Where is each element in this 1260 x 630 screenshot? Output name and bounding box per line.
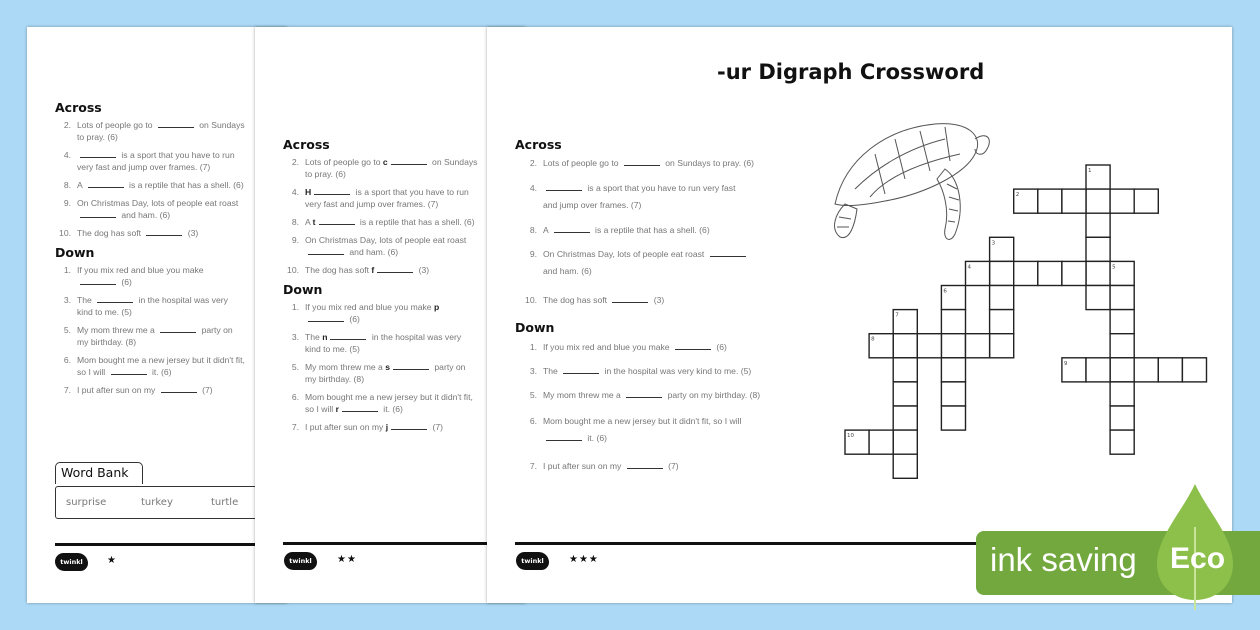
difficulty-stars: ★	[107, 555, 117, 566]
crossword-cell[interactable]	[941, 334, 965, 358]
answer-blank	[80, 210, 116, 218]
word-bank-label: Word Bank	[55, 462, 143, 484]
across-heading: Across	[283, 137, 330, 152]
crossword-cell[interactable]	[1158, 358, 1182, 382]
answer-blank	[626, 390, 662, 398]
answer-blank	[308, 314, 344, 322]
crossword-cell[interactable]	[941, 406, 965, 430]
answer-blank	[554, 225, 590, 233]
hint-letter: p	[433, 302, 440, 312]
clue-number: 7.	[291, 422, 299, 432]
clue-number: 10.	[287, 265, 299, 275]
crossword-cell[interactable]	[1110, 358, 1134, 382]
clue-number: 9.	[63, 198, 71, 208]
hint-letter: c	[382, 157, 388, 167]
crossword-cell[interactable]	[1110, 286, 1134, 310]
clue: 10. The dog has soft (3)	[55, 227, 245, 239]
clue-number: 1.	[529, 342, 537, 352]
crossword-cell[interactable]	[1110, 334, 1134, 358]
clue-number: 4.	[63, 150, 71, 160]
crossword-cell[interactable]	[1110, 310, 1134, 334]
crossword-cell[interactable]	[893, 382, 917, 406]
worksheet-two-star	[255, 27, 525, 603]
hint-letter: n	[322, 332, 328, 342]
answer-blank	[314, 187, 350, 195]
clue: 4. H is a sport that you have to run very fast and jump over frames. (7)	[283, 186, 478, 210]
answer-blank	[675, 342, 711, 350]
crossword-cell[interactable]	[1086, 189, 1110, 213]
clue: 7. I put after sun on my (7)	[55, 384, 245, 396]
crossword-cell[interactable]	[966, 334, 990, 358]
hint-letter: t	[312, 217, 316, 227]
clue-number: 5.	[63, 325, 71, 335]
clue-number: 7.	[529, 461, 537, 471]
answer-blank	[319, 217, 355, 225]
footer-divider	[55, 543, 287, 546]
crossword-cell[interactable]	[1086, 286, 1110, 310]
crossword-cell[interactable]	[1038, 189, 1062, 213]
crossword-cell[interactable]	[893, 358, 917, 382]
answer-blank	[563, 366, 599, 374]
answer-blank	[612, 295, 648, 303]
crossword-cell[interactable]	[917, 334, 941, 358]
down-heading: Down	[55, 245, 95, 260]
crossword-cell[interactable]	[990, 261, 1014, 285]
crossword-cell[interactable]	[1134, 358, 1158, 382]
crossword-clue-number: 4	[967, 264, 971, 271]
twinkl-logo: twinkl	[516, 552, 549, 570]
crossword-clue-number: 7	[895, 312, 899, 319]
answer-blank	[80, 150, 116, 158]
word-bank	[55, 486, 287, 519]
clue-number: 1.	[63, 265, 71, 275]
answer-blank	[710, 249, 746, 257]
clue-list	[283, 137, 478, 439]
crossword-cell[interactable]	[1086, 213, 1110, 237]
clue: 5. My mom threw me a party on my birthday. (8)	[523, 387, 760, 404]
answer-blank	[627, 461, 663, 469]
clue-number: 6.	[291, 392, 299, 402]
answer-blank	[97, 295, 133, 303]
down-heading: Down	[515, 320, 555, 335]
clue-continuation: and jump over frames. (7)	[543, 200, 642, 210]
answer-blank	[546, 183, 582, 191]
answer-blank	[308, 247, 344, 255]
clue: 8. A t is a reptile that has a shell. (6)	[283, 216, 478, 228]
crossword-cell[interactable]	[1014, 261, 1038, 285]
crossword-grid	[842, 157, 1222, 487]
answer-blank	[146, 228, 182, 236]
crossword-cell[interactable]	[893, 334, 917, 358]
word-bank-word: surprise	[66, 497, 107, 508]
crossword-clue-number: 9	[1063, 360, 1068, 367]
clue-number: 4.	[529, 183, 537, 193]
clue-number: 3.	[529, 366, 537, 376]
clue-number: 8.	[63, 180, 71, 190]
clue-list	[55, 100, 245, 402]
worksheet-one-star	[27, 27, 287, 603]
answer-blank	[624, 158, 660, 166]
clue: 5. My mom threw me a party on my birthday. (8)	[55, 324, 245, 348]
clue: 1. If you mix red and blue you make p (6)	[283, 301, 478, 325]
clue-number: 5.	[291, 362, 299, 372]
clue: 10. The dog has soft (3)	[523, 292, 664, 309]
crossword-clue-number: 2	[1015, 192, 1020, 199]
clue: 6. Mom bought me a new jersey but it didn't fit, so I will it. (6)	[55, 354, 245, 378]
hint-letter: f	[371, 265, 375, 275]
clue: 4. is a sport that you have to run very fast and jump over frames. (7)	[55, 149, 245, 173]
crossword-clue-number: 10	[847, 433, 854, 440]
clue: 1. If you mix red and blue you make (6)	[55, 264, 245, 288]
eco-label: Eco	[1170, 542, 1226, 575]
crossword-cell[interactable]	[1134, 189, 1158, 213]
difficulty-stars: ★★	[337, 554, 357, 565]
answer-blank	[160, 325, 196, 333]
crossword-cell[interactable]	[941, 358, 965, 382]
clue-number: 6.	[529, 416, 537, 426]
crossword-cell[interactable]	[869, 430, 893, 454]
clue: 9. On Christmas Day, lots of people eat roast and ham. (6)	[283, 234, 478, 258]
crossword-cell[interactable]	[1062, 189, 1086, 213]
answer-blank	[377, 265, 413, 273]
clue: 2. Lots of people go to c on Sundays to pray. (6)	[283, 156, 478, 180]
difficulty-stars: ★★★	[569, 554, 599, 565]
answer-blank	[111, 367, 147, 375]
clue-continuation: and ham. (6)	[543, 266, 592, 276]
clue: 6. Mom bought me a new jersey but it didn't fit, so I will r it. (6)	[283, 391, 478, 415]
clue: 3. The in the hospital was very kind to me. (5)	[55, 294, 245, 318]
crossword-clue-number: 1	[1088, 168, 1092, 174]
clue-number: 7.	[63, 385, 71, 395]
twinkl-logo: twinkl	[55, 553, 88, 571]
crossword-cell[interactable]	[1086, 261, 1110, 285]
clue-number: 8.	[529, 225, 537, 235]
crossword-cell[interactable]	[941, 382, 965, 406]
clue-number: 9.	[529, 249, 537, 259]
hint-letter: H	[305, 187, 312, 197]
crossword-cell[interactable]	[990, 310, 1014, 334]
crossword-cell[interactable]	[1110, 189, 1134, 213]
word-bank-word: turtle	[211, 497, 239, 508]
clue-number: 2.	[291, 157, 299, 167]
clue: 9. On Christmas Day, lots of people eat roast and ham. (6)	[55, 197, 245, 221]
clue: 8. A is a reptile that has a shell. (6)	[55, 179, 245, 191]
crossword-cell[interactable]	[1086, 237, 1110, 261]
clue: 2. Lots of people go to on Sundays to pray. (6)	[55, 119, 245, 143]
hint-letter: j	[385, 422, 389, 432]
across-heading: Across	[515, 137, 562, 152]
clue: 8. A is a reptile that has a shell. (6)	[523, 222, 710, 239]
clue-number: 10.	[525, 295, 537, 305]
crossword-cell[interactable]	[1182, 358, 1206, 382]
clue-number: 8.	[291, 217, 299, 227]
clue: 6. Mom bought me a new jersey but it didn't fit, so I will	[523, 413, 741, 430]
worksheet-three-star	[487, 27, 1232, 603]
clue-number: 4.	[291, 187, 299, 197]
clue: 1. If you mix red and blue you make (6)	[523, 339, 727, 356]
down-heading: Down	[283, 282, 323, 297]
clue-number: 3.	[63, 295, 71, 305]
crossword-cell[interactable]	[1086, 358, 1110, 382]
crossword-cell[interactable]	[941, 310, 965, 334]
clue: 5. My mom threw me a s party on my birthday. (8)	[283, 361, 478, 385]
clue: 9. On Christmas Day, lots of people eat roast	[523, 246, 749, 263]
clue-number: 1.	[291, 302, 299, 312]
crossword-cell[interactable]	[1062, 261, 1086, 285]
clue-number: 5.	[529, 390, 537, 400]
clue-number: 9.	[291, 235, 299, 245]
crossword-cell[interactable]	[1110, 382, 1134, 406]
word-bank-word: turkey	[141, 497, 173, 508]
crossword-clue-number: 5	[1112, 264, 1116, 271]
crossword-cell[interactable]	[893, 430, 917, 454]
worksheet-title: -ur Digraph Crossword	[717, 60, 985, 84]
crossword-cell[interactable]	[1038, 261, 1062, 285]
twinkl-logo: twinkl	[284, 552, 317, 570]
hint-letter: s	[385, 362, 391, 372]
across-heading: Across	[55, 100, 102, 115]
clue-continuation: it. (6)	[523, 430, 607, 447]
answer-blank	[80, 277, 116, 285]
clue: 4. is a sport that you have to run very fast	[523, 180, 735, 197]
answer-blank	[158, 120, 194, 128]
clue-number: 2.	[529, 158, 537, 168]
clue-number: 3.	[291, 332, 299, 342]
crossword-clue-number: 6	[943, 288, 947, 295]
answer-blank	[391, 422, 427, 430]
clue: 7. I put after sun on my (7)	[523, 458, 679, 475]
answer-blank	[161, 385, 197, 393]
crossword-clue-number: 8	[871, 336, 875, 343]
clue: 7. I put after sun on my j (7)	[283, 421, 478, 433]
clue: 10. The dog has soft f (3)	[283, 264, 478, 276]
clue-number: 6.	[63, 355, 71, 365]
clue: 3. The in the hospital was very kind to me. (5)	[523, 363, 751, 380]
ink-saving-label: ink saving	[990, 541, 1137, 578]
clue-number: 10.	[59, 228, 71, 238]
clue: 2. Lots of people go to on Sundays to pray. (6)	[523, 155, 754, 172]
crossword-cell[interactable]	[893, 454, 917, 478]
crossword-clue-number: 3	[991, 240, 996, 247]
hint-letter: r	[335, 404, 339, 414]
answer-blank	[88, 180, 124, 188]
crossword-cell[interactable]	[893, 406, 917, 430]
answer-blank	[330, 332, 366, 340]
crossword-cell[interactable]	[1110, 430, 1134, 454]
crossword-cell[interactable]	[1110, 406, 1134, 430]
clue: 3. The n in the hospital was very kind to me. (5)	[283, 331, 478, 355]
crossword-cell[interactable]	[990, 334, 1014, 358]
answer-blank	[391, 157, 427, 165]
crossword-cell[interactable]	[990, 286, 1014, 310]
answer-blank	[546, 433, 582, 441]
answer-blank	[342, 404, 378, 412]
answer-blank	[393, 362, 429, 370]
clue-number: 2.	[63, 120, 71, 130]
